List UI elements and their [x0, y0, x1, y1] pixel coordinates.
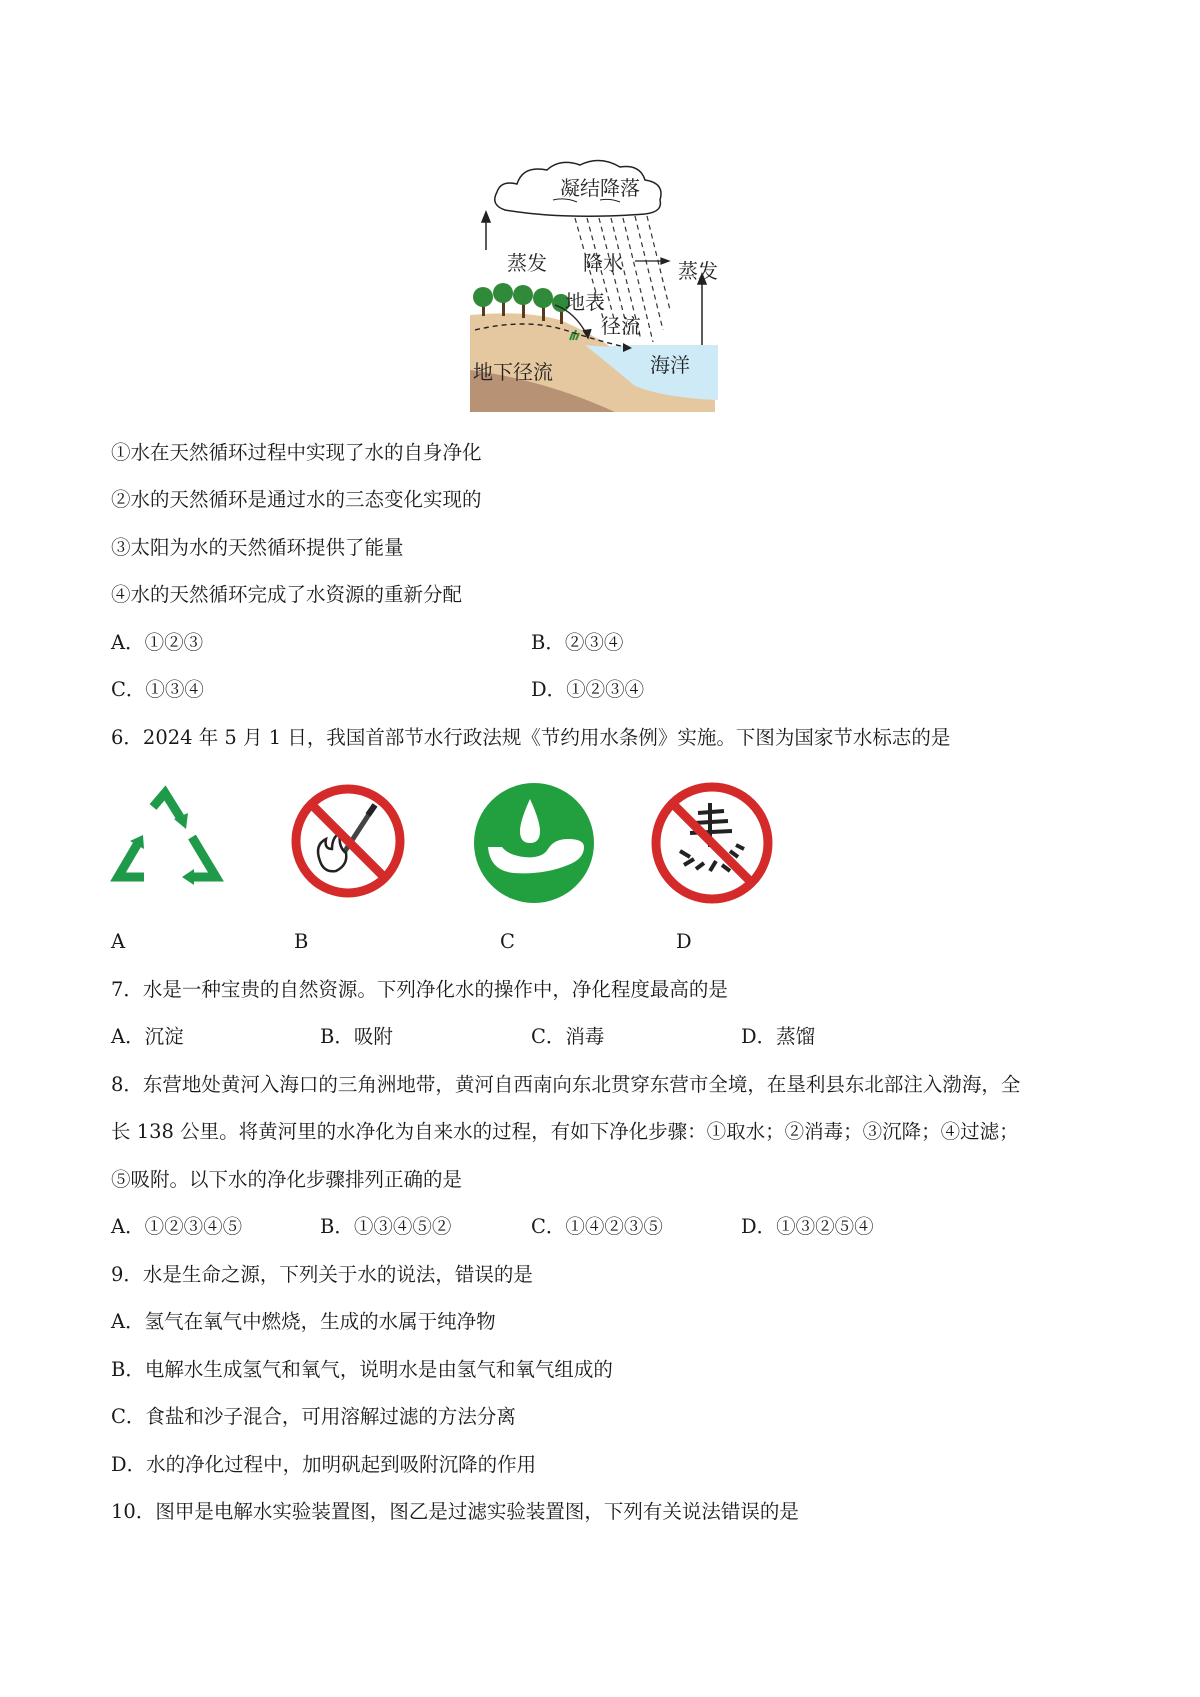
q8-option-a[interactable]: A．①②③④⑤	[111, 1215, 243, 1238]
label-ocean: 海洋	[650, 353, 690, 377]
q5-option-d[interactable]: D．①②③④	[531, 678, 645, 701]
q5-option-a[interactable]: A．①②③	[111, 631, 204, 654]
q5-option-b[interactable]: B．②③④	[531, 631, 624, 654]
q10-stem: 10．图甲是电解水实验装置图，图乙是过滤实验装置图，下列有关说法错误的是	[111, 1500, 799, 1523]
q7-stem: 7．水是一种宝贵的自然资源。下列净化水的操作中，净化程度最高的是	[111, 978, 728, 1001]
label-evaporation-right: 蒸发	[678, 259, 718, 283]
label-precipitation: 降水	[583, 251, 623, 275]
q8-stem-line-1: 8．东营地处黄河入海口的三角洲地带，黄河自西南向东北贯穿东营市全境，在垦利县东北部注入渤海，全	[111, 1073, 1021, 1096]
q9-option-d[interactable]: D．水的净化过程中，加明矾起到吸附沉降的作用	[111, 1453, 537, 1476]
q7-option-d[interactable]: D．蒸馏	[741, 1025, 816, 1048]
q6-label-b: B	[294, 930, 309, 953]
recycle-icon[interactable]	[108, 785, 228, 895]
q9-stem: 9．水是生命之源，下列关于水的说法，错误的是	[111, 1263, 533, 1286]
q8-option-d[interactable]: D．①③②⑤④	[741, 1215, 874, 1238]
q5-statement-1: ①水在天然循环过程中实现了水的自身净化	[111, 441, 482, 464]
q6-label-c: C	[500, 930, 515, 953]
q8-stem-line-2: 长 138 公里。将黄河里的水净化为自来水的过程，有如下净化步骤：①取水；②消毒；③沉降；④过滤；	[111, 1120, 1019, 1143]
q9-option-a[interactable]: A．氢气在氧气中燃烧，生成的水属于纯净物	[111, 1310, 496, 1333]
q9-option-c[interactable]: C．食盐和沙子混合，可用溶解过滤的方法分离	[111, 1405, 516, 1428]
evaporation-right-arrow	[698, 274, 706, 345]
no-fire-icon[interactable]	[290, 783, 406, 899]
evaporation-left-arrow	[482, 212, 490, 250]
label-condensation: 凝结降落	[560, 176, 640, 200]
q7-option-c[interactable]: C．消毒	[531, 1025, 605, 1048]
q5-statement-3: ③太阳为水的天然循环提供了能量	[111, 536, 404, 559]
q7-option-b[interactable]: B．吸附	[320, 1025, 393, 1048]
no-logging-icon[interactable]	[650, 781, 774, 905]
q8-option-b[interactable]: B．①③④⑤②	[320, 1215, 452, 1238]
water-cycle-diagram	[465, 150, 735, 415]
label-evaporation-left: 蒸发	[507, 251, 547, 275]
q8-stem-line-3: ⑤吸附。以下水的净化步骤排列正确的是	[111, 1168, 463, 1191]
q5-statement-4: ④水的天然循环完成了水资源的重新分配	[111, 583, 463, 606]
q7-option-a[interactable]: A．沉淀	[111, 1025, 184, 1048]
label-underground-runoff: 地下径流	[473, 360, 553, 384]
water-saving-emblem-icon[interactable]	[472, 781, 596, 905]
label-runoff: 径流	[601, 314, 641, 338]
q5-option-c[interactable]: C．①③④	[111, 678, 204, 701]
wind-arrow	[635, 258, 669, 264]
q6-label-d: D	[676, 930, 692, 953]
q6-stem: 6．2024 年 5 月 1 日，我国首部节水行政法规《节约用水条例》实施。下图为国家节水标志的是	[111, 726, 951, 749]
q6-label-a: A	[111, 930, 126, 953]
q5-statement-2: ②水的天然循环是通过水的三态变化实现的	[111, 488, 482, 511]
q8-option-c[interactable]: C．①④②③⑤	[531, 1215, 663, 1238]
q9-option-b[interactable]: B．电解水生成氢气和氧气，说明水是由氢气和氧气组成的	[111, 1358, 613, 1381]
label-surface: 地表	[565, 290, 605, 314]
